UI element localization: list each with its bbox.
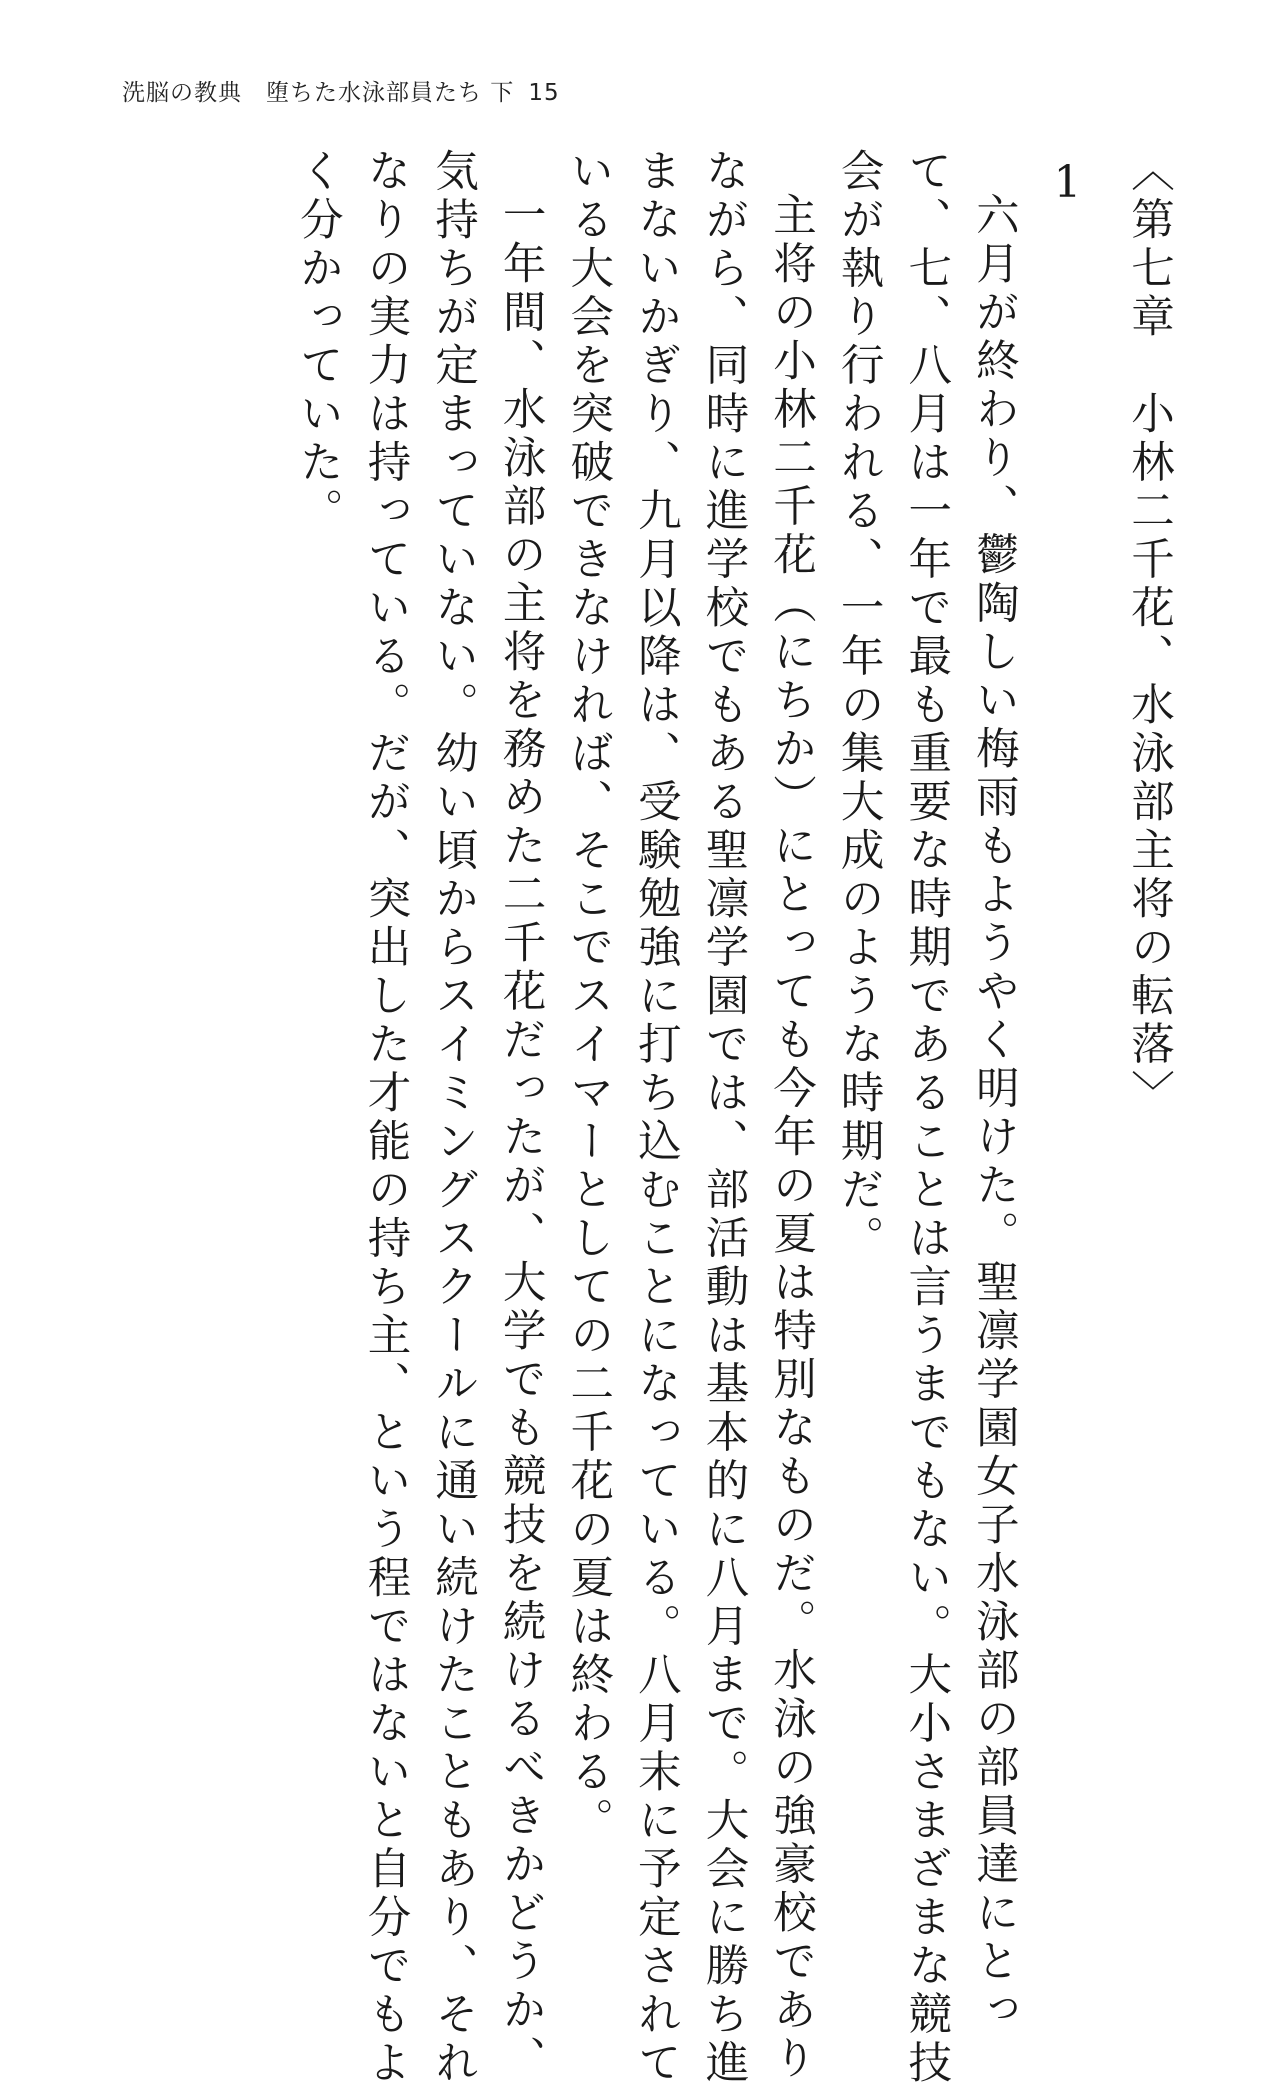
body-line: 主将の小林二千花（にちか）にとっても今年の夏は特別なものだ。水泳の強豪校であり: [766, 192, 817, 2084]
body-line: て、七、八月は一年で最も重要な時期であることは言うまでもない。大小さまざまな競技: [901, 148, 952, 2088]
body-line: なりの実力は持っている。だが、突出した才能の持ち主、という程ではないと自分でもよ: [360, 148, 411, 2088]
body-line: 一年間、水泳部の主将を務めた二千花だったが、大学でも競技を続けるべきかどうか、: [495, 192, 546, 2084]
body-line: ながら、同時に進学校でもある聖凛学園では、部活動は基本的に八月まで。大会に勝ち進: [698, 148, 749, 2088]
vertical-text-block: [283, 148, 1182, 2088]
body-line: く分かっていた。: [292, 148, 343, 536]
page-number: 15: [528, 80, 560, 106]
chapter-title: 〈第七章 小林二千花、水泳部主将の転落〉: [1124, 148, 1174, 1118]
body-line: いる大会を突破できなければ、そこでスイマーとしての二千花の夏は終わる。: [563, 148, 614, 1846]
running-title: 洗脳の教典 堕ちた水泳部員たち 下: [122, 80, 515, 106]
body-line: 六月が終わり、鬱陶しい梅雨もようやく明けた。聖凛学園女子水泳部の部員達にとっ: [968, 192, 1019, 2035]
body-line: 気持ちが定まっていない。幼い頃からスイミングスクールに通い続けたこともあり、それ: [428, 148, 479, 2088]
body-line: まないかぎり、九月以降は、受験勉強に打ち込むことになっている。八月末に予定されて: [630, 148, 681, 2088]
section-number: 1: [1042, 158, 1093, 213]
running-header: [122, 74, 560, 107]
body-line: 会が執り行われる、一年の集大成のような時期だ。: [833, 148, 884, 1264]
